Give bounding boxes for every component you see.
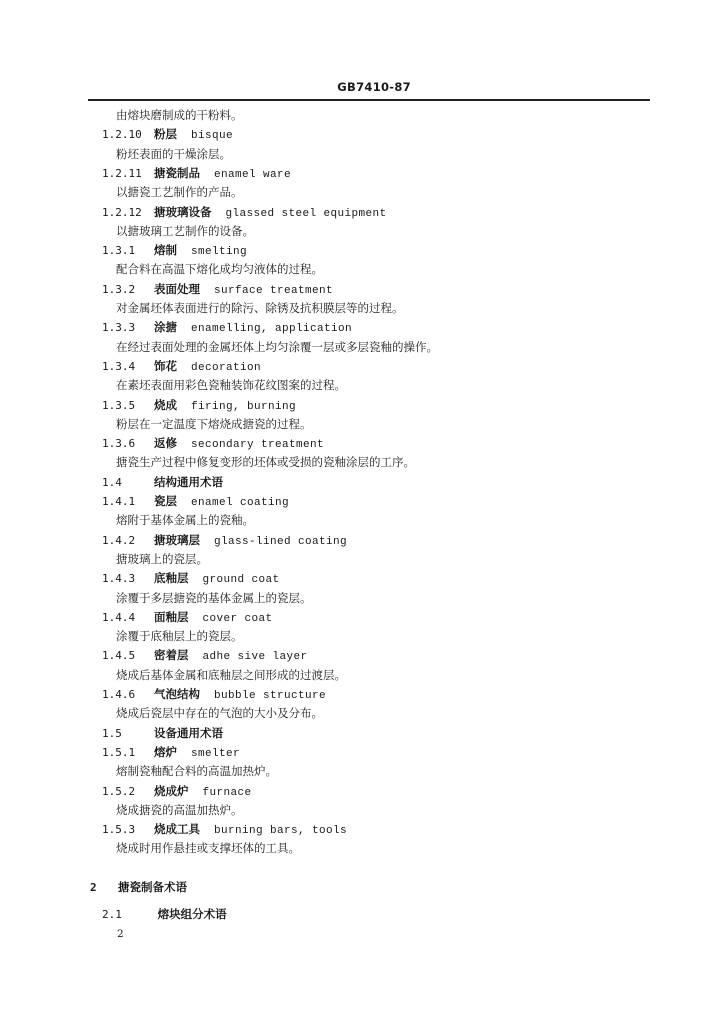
section-title: 结构通用术语 [154,474,223,489]
term-chinese: 面釉层 [154,609,189,624]
term-entry [102,744,240,762]
header-rule [88,99,650,101]
term-chinese: 饰花 [154,358,177,373]
term-number: 1.5.1 [102,745,136,759]
term-number: 1.4.6 [102,688,136,701]
term-definition: 熔附于基体金属上的瓷釉。 [116,513,254,528]
term-english: enamel coating [191,497,290,509]
term-definition: 对金属坯体表面进行的除污、除锈及抗积膜层等的过程。 [116,301,404,315]
term-number: 1.4.2 [102,533,136,547]
continued-definition: 由熔块磨制成的干粉料。 [116,108,243,122]
term-english: bisque [191,130,234,143]
term-english: furnace [202,786,252,799]
term-chinese: 烧成炉 [154,783,189,798]
term-entry [102,435,324,453]
term-entry [102,165,291,183]
term-english: secondary treatment [191,439,325,452]
term-english: glass-lined coating [214,535,348,548]
term-english: decoration [191,361,262,374]
term-definition: 烧成时用作悬挂或支撑坯体的工具。 [116,841,300,856]
chapter-number: 2 [90,881,97,894]
term-number: 1.3.5 [102,398,136,412]
term-number: 1.2.12 [102,205,142,219]
term-entry [102,358,261,376]
term-definition: 搪玻璃上的瓷层。 [116,551,208,566]
term-definition: 熔制瓷釉配合料的高温加热炉。 [116,764,277,779]
section-number: 2.1 [102,908,122,921]
term-definition: 烧成后瓷层中存在的气泡的大小及分布。 [116,706,323,721]
term-number: 1.2.11 [102,166,142,180]
term-number: 1.4.1 [102,495,136,508]
term-definition: 以搪玻璃工艺制作的设备。 [116,223,254,238]
term-english: firing, burning [191,400,297,413]
term-chinese: 表面处理 [154,281,200,296]
term-entry [102,126,233,144]
term-number: 1.4.3 [102,572,136,586]
section-number: 1.5 [102,726,122,740]
term-chinese: 密着层 [154,648,189,663]
term-chinese: 搪瓷制品 [154,165,200,180]
term-english: smelting [191,246,248,259]
term-chinese: 烧成工具 [154,822,200,837]
term-english: enamel ware [214,168,292,181]
term-entry [102,242,247,260]
term-entry [102,319,352,337]
term-definition: 烧成后基体金属和底釉层之间形成的过渡层。 [116,667,346,682]
term-english: bubble structure [214,690,327,702]
term-definition: 涂覆于底釉层上的瓷层。 [116,629,243,644]
term-english: burning bars, tools [214,825,348,838]
term-definition: 粉层在一定温度下熔烧成搪瓷的过程。 [116,416,312,431]
term-entry [102,281,333,299]
term-entry [102,821,347,839]
term-chinese: 返修 [154,436,177,451]
term-chinese: 搪玻璃层 [154,532,200,547]
term-chinese: 烧成 [154,397,177,412]
term-number: 1.3.1 [102,244,136,258]
term-chinese: 粉层 [154,127,177,142]
term-chinese: 涂搪 [154,320,177,335]
term-number: 1.3.3 [102,321,136,335]
term-number: 1.2.10 [102,128,142,142]
term-definition: 在素坯表面用彩色瓷釉装饰花纹图案的过程。 [116,378,346,393]
term-number: 1.3.4 [102,359,136,373]
term-number: 1.5.3 [102,823,136,837]
term-english: glassed steel equipment [225,207,387,220]
term-entry [102,686,326,704]
section-heading [102,725,223,742]
term-definition: 在经过表面处理的金属坯体上均匀涂覆一层或多层瓷釉的操作。 [116,339,438,354]
term-number: 1.3.6 [102,437,136,451]
document-code: GB7410-87 [337,80,411,94]
term-number: 1.4.5 [102,649,136,663]
section-heading-2-1 [102,906,227,923]
section-title: 熔块组分术语 [157,907,227,921]
term-english: cover coat [202,612,273,625]
term-number: 1.4.4 [102,610,136,624]
term-definition: 涂覆于多层搪瓷的基体金属上的瓷层。 [116,590,312,605]
term-definition: 配合料在高温下熔化成均匀液体的过程。 [116,262,323,277]
term-entry [102,397,296,415]
term-english: surface treatment [214,284,334,297]
term-english: smelter [191,747,241,760]
term-definition: 烧成搪瓷的高温加热炉。 [116,802,243,817]
term-chinese: 熔炉 [154,744,177,759]
term-entry [102,609,273,627]
term-chinese: 底釉层 [154,571,189,586]
chapter-title: 搪瓷制备术语 [118,880,188,894]
section-number: 1.4 [102,475,122,489]
term-number: 1.5.2 [102,784,136,798]
term-definition: 粉坯表面的干燥涂层。 [116,146,231,161]
section-title: 设备通用术语 [154,725,223,740]
term-english: ground coat [202,574,280,587]
term-english: enamelling, application [191,323,353,336]
term-chinese: 气泡结构 [154,687,200,701]
section-heading [102,474,223,491]
term-entry [102,783,252,801]
term-chinese: 熔制 [154,243,177,258]
term-number: 1.3.2 [102,282,136,296]
term-entry [102,647,308,665]
chapter-heading [90,879,187,895]
page-number: 2 [117,928,124,940]
term-entry [102,570,280,588]
term-english: adhe sive layer [202,651,308,664]
term-chinese: 搪玻璃设备 [154,204,212,219]
term-chinese: 瓷层 [154,494,177,508]
term-definition: 以搪瓷工艺制作的产品。 [116,185,243,200]
term-entry [102,204,387,222]
term-entry [102,493,289,511]
term-definition: 搪瓷生产过程中修复变形的坯体或受损的瓷釉涂层的工序。 [116,455,415,470]
term-entry [102,532,347,550]
